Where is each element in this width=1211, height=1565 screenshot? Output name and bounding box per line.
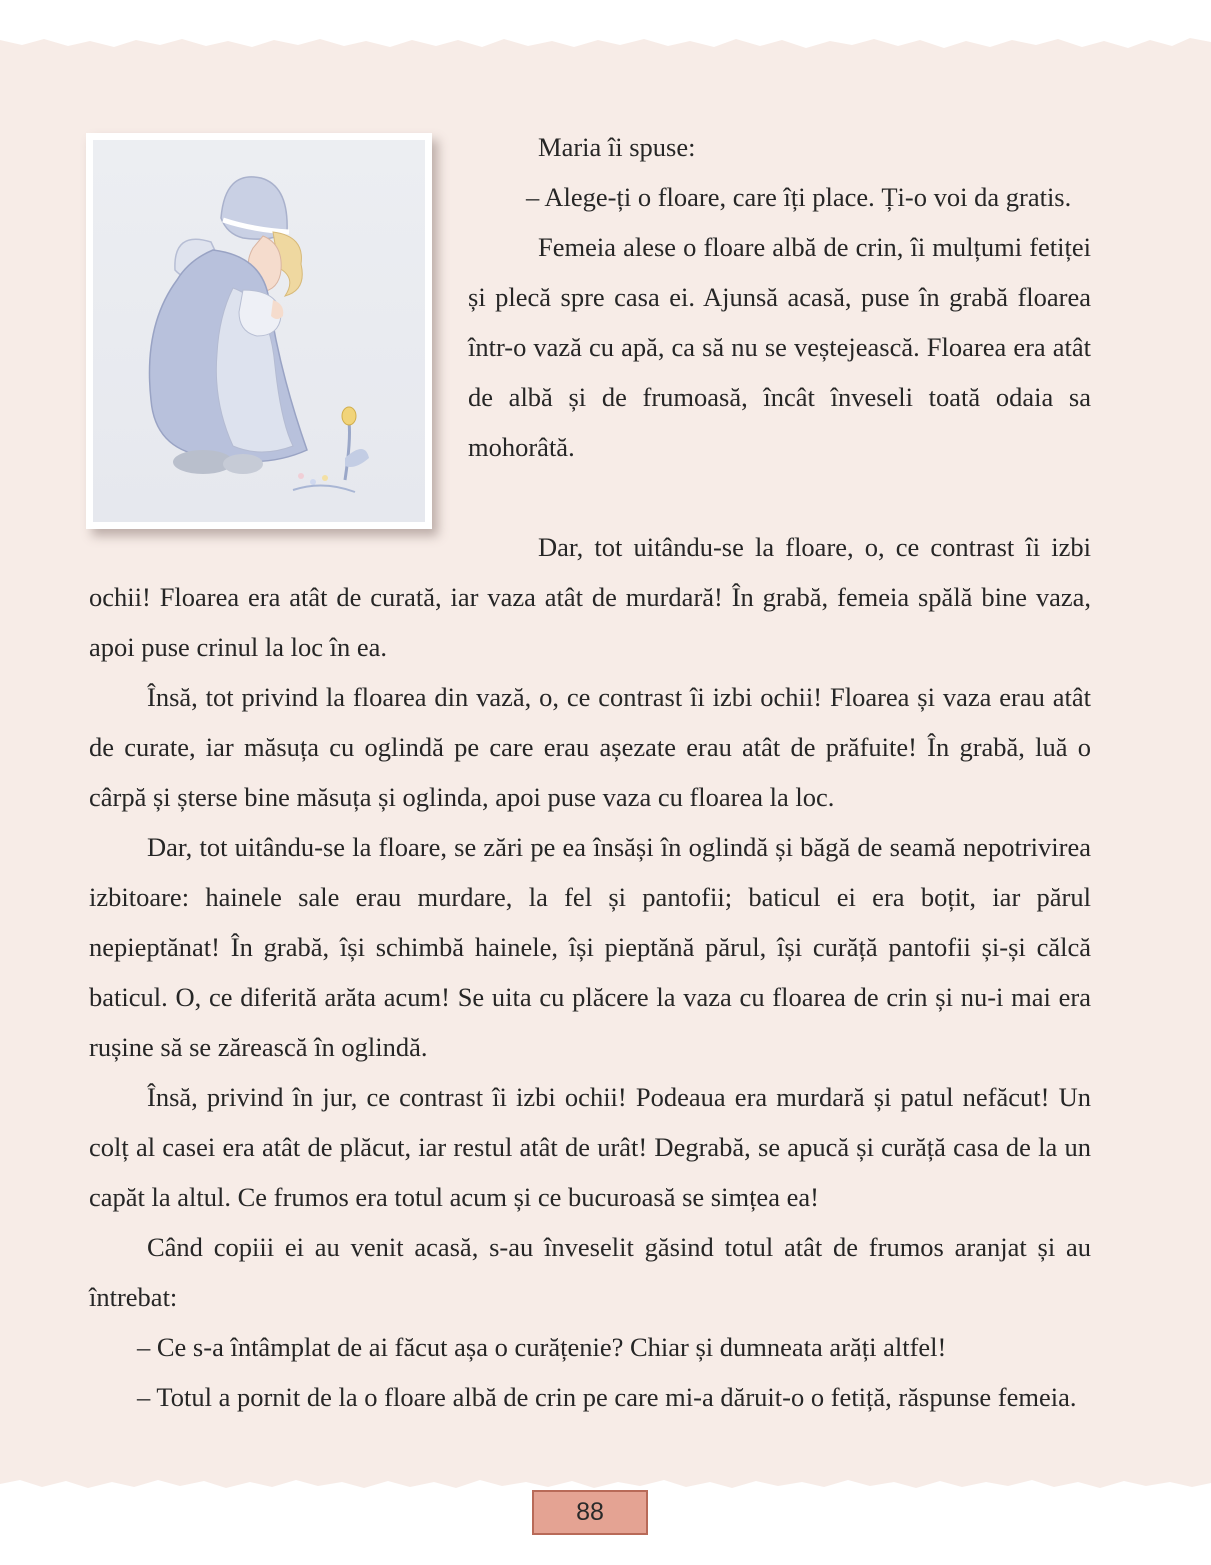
paragraph-children-came: Când copiii ei au venit acasă, s-au înveselit găsind totul atât de frumos aranjat și au întrebat: bbox=[89, 1232, 1091, 1312]
paragraph-maria-said: Maria îi spuse: bbox=[538, 132, 696, 162]
story-text-main bbox=[89, 522, 1091, 1422]
dialogue-woman-answer: – Totul a pornit de la o floare albă de crin pe care mi-a dăruit-o o fetiță, răspunse femeia. bbox=[137, 1382, 1077, 1412]
torn-paper-top-edge bbox=[0, 0, 1211, 70]
paragraph-house-contrast: Însă, privind în jur, ce contrast îi izbi ochii! Podeaua era murdară și patul nefăcut! Un colț al casei era atât de plăcut, iar restul atât de urât! Degrabă, se apucă și curăță casa de la un capăt la altul. Ce frumos era totul acum și ce bucuroasă se simțea ea! bbox=[89, 1082, 1091, 1212]
dialogue-children-question: – Ce s-a întâmplat de ai făcut așa o curățenie? Chiar și dumneata arăți altfel! bbox=[137, 1332, 947, 1362]
paragraph-mirror-contrast: Dar, tot uitându-se la floare, se zări pe ea însăși în oglindă și băgă de seamă nepotrivirea izbitoare: hainele sale erau murdare, la fel și pantofii; baticul ei era boțit, iar părul nepieptănat! În grabă, își schimbă hainele, își pieptănă părul, își curăță pantofii și-și călcă baticul. O, ce diferită arăta acum! Se uita cu plăcere la vaza cu floarea de crin și nu-i mai era rușine să se zărească în oglindă. bbox=[89, 832, 1091, 1062]
dialogue-choose-flower: – Alege-ți o floare, care îți place. Ți-o voi da gratis. bbox=[526, 182, 1072, 212]
paragraph-vase-contrast: Dar, tot uitându-se la floare, o, ce contrast îi izbi ochii! Floarea era atât de curată, iar vaza atât de murdară! În grabă, femeia spălă bine vaza, apoi puse crinul la loc în ea. bbox=[89, 532, 1091, 662]
girl-with-flower-image bbox=[93, 140, 425, 522]
illustration-girl-with-flower bbox=[86, 133, 432, 529]
story-text-top bbox=[468, 122, 1091, 472]
page-number-badge: 88 bbox=[532, 1490, 648, 1535]
paragraph-woman-chose-lily: Femeia alese o floare albă de crin, îi mulțumi fetiței și plecă spre casa ei. Ajunsă acasă, puse în grabă floarea într-o vază cu apă, ca să nu se veștejească. Floarea era atât de albă și de frumoasă, încât înveseli toată odaia sa mohorâtă. bbox=[468, 232, 1091, 462]
paragraph-table-contrast: Însă, tot privind la floarea din vază, o, ce contrast îi izbi ochii! Floarea și vaza erau atât de curate, iar măsuța cu oglindă pe care erau așezate erau atât de prăfuite! În grabă, luă o cârpă și șterse bine măsuța și oglinda, apoi puse vaza cu floarea la loc. bbox=[89, 682, 1091, 812]
